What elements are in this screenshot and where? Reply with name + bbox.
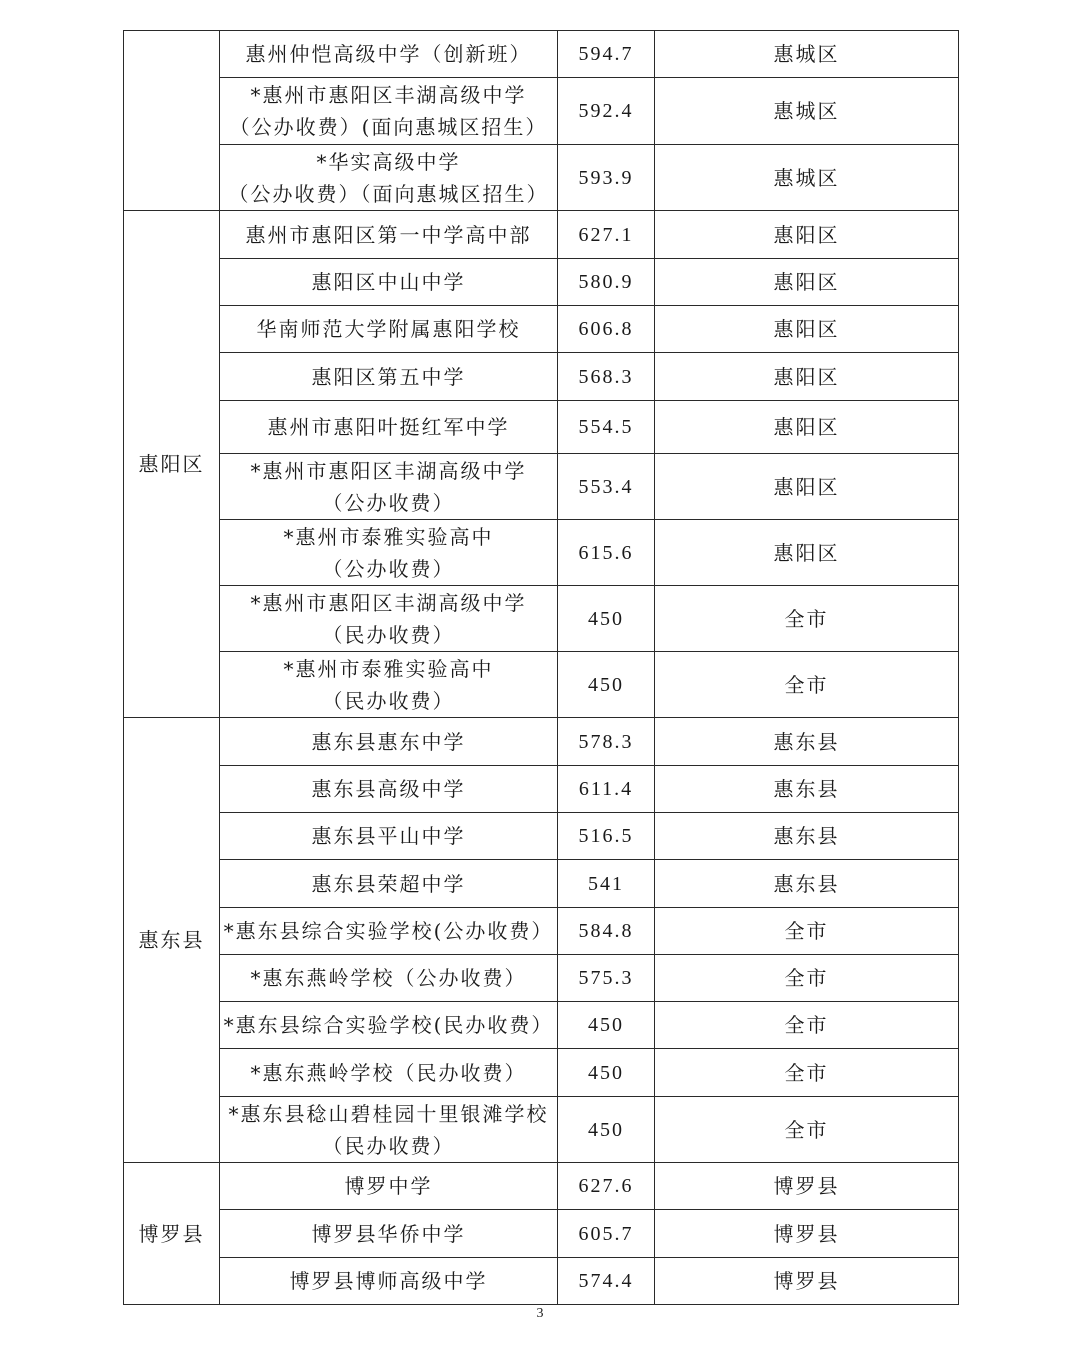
school-name-line: *惠东县综合实验学校(公办收费）	[223, 919, 554, 943]
school-cell	[220, 955, 558, 1002]
table-row	[124, 306, 959, 353]
score-cell: 450	[558, 652, 655, 718]
school-name-line: 惠州市惠阳区第一中学高中部	[245, 222, 532, 247]
enrollment-area-cell: 惠东县	[655, 860, 959, 908]
school-cell	[220, 454, 558, 520]
school-name-line: 惠州仲恺高级中学（创新班）	[245, 42, 532, 66]
enrollment-area-cell: 惠阳区	[655, 259, 959, 306]
score-cell: 554.5	[558, 401, 655, 454]
enrollment-area-cell: 全市	[655, 955, 959, 1002]
score-cell: 615.6	[558, 520, 655, 586]
table-row	[124, 78, 959, 145]
school-cell	[220, 78, 558, 145]
table-row	[124, 1097, 959, 1163]
enrollment-area-cell: 惠阳区	[655, 353, 959, 401]
enrollment-area-cell: 博罗县	[655, 1258, 959, 1305]
table-row	[124, 813, 959, 860]
table-row	[124, 401, 959, 454]
enrollment-area-cell: 惠城区	[655, 145, 959, 211]
school-name-line: 惠东县高级中学	[311, 777, 466, 801]
school-cell	[220, 1210, 558, 1258]
table-row	[124, 1210, 959, 1258]
score-cell: 611.4	[558, 766, 655, 813]
table-row	[124, 259, 959, 306]
school-cell	[220, 908, 558, 955]
enrollment-area-cell: 惠东县	[655, 766, 959, 813]
score-cell: 578.3	[558, 718, 655, 766]
enrollment-area-cell: 惠阳区	[655, 454, 959, 520]
enrollment-area-cell: 全市	[655, 1002, 959, 1049]
table-row	[124, 652, 959, 718]
school-cell	[220, 860, 558, 908]
table-row	[124, 718, 959, 766]
school-name-line: （民办收费）	[322, 622, 455, 647]
enrollment-area-cell: 惠阳区	[655, 520, 959, 586]
table-row	[124, 766, 959, 813]
score-cell: 594.7	[558, 31, 655, 78]
school-cell	[220, 813, 558, 860]
school-name-line: 博罗县博师高级中学	[289, 1269, 488, 1293]
school-cell	[220, 211, 558, 259]
score-cell: 580.9	[558, 259, 655, 306]
score-cell: 450	[558, 1097, 655, 1163]
table-row	[124, 1163, 959, 1210]
district-cell: 惠东县	[124, 718, 220, 1163]
school-name-line: 惠阳区第五中学	[311, 364, 466, 389]
table-row	[124, 211, 959, 259]
table-row	[124, 1258, 959, 1305]
school-name-line: *惠东县稔山碧桂园十里银滩学校	[228, 1101, 549, 1126]
table-row	[124, 955, 959, 1002]
school-cell	[220, 520, 558, 586]
district-cell	[124, 31, 220, 211]
school-name-line: （民办收费）	[322, 688, 455, 713]
table-row	[124, 908, 959, 955]
school-name-line: 博罗中学	[344, 1174, 433, 1198]
enrollment-area-cell: 全市	[655, 908, 959, 955]
school-name-line: 惠东县惠东中学	[311, 729, 466, 754]
enrollment-area-cell: 惠城区	[655, 31, 959, 78]
enrollment-area-cell: 惠阳区	[655, 211, 959, 259]
school-cell	[220, 353, 558, 401]
school-cell	[220, 401, 558, 454]
district-cell: 惠阳区	[124, 211, 220, 718]
school-name-line: 惠东县平山中学	[311, 824, 466, 848]
school-name-line: （公办收费）	[322, 490, 455, 515]
school-cell	[220, 718, 558, 766]
school-cell	[220, 31, 558, 78]
school-name-line: *惠州市惠阳区丰湖高级中学	[250, 83, 527, 107]
enrollment-area-cell: 全市	[655, 586, 959, 652]
admission-score-table	[123, 30, 959, 1305]
enrollment-area-cell: 惠城区	[655, 78, 959, 145]
enrollment-area-cell: 全市	[655, 652, 959, 718]
score-cell: 593.9	[558, 145, 655, 211]
table-row	[124, 353, 959, 401]
score-cell: 605.7	[558, 1210, 655, 1258]
enrollment-area-cell: 博罗县	[655, 1210, 959, 1258]
score-cell: 592.4	[558, 78, 655, 145]
school-cell	[220, 1258, 558, 1305]
school-name-line: *惠州市惠阳区丰湖高级中学	[250, 458, 527, 483]
enrollment-area-cell: 博罗县	[655, 1163, 959, 1210]
school-name-line: （民办收费）	[322, 1133, 455, 1158]
school-name-line: *惠东燕岭学校（民办收费）	[250, 1060, 527, 1085]
school-name-line: *惠东县综合实验学校(民办收费）	[223, 1013, 554, 1037]
school-cell	[220, 259, 558, 306]
score-cell: 450	[558, 1002, 655, 1049]
school-cell	[220, 1163, 558, 1210]
school-cell	[220, 306, 558, 353]
score-cell: 568.3	[558, 353, 655, 401]
school-name-line: 惠东县荣超中学	[311, 871, 466, 896]
table-row	[124, 520, 959, 586]
school-cell	[220, 1002, 558, 1049]
school-name-line: *惠州市惠阳区丰湖高级中学	[250, 590, 527, 615]
school-name-line: 华南师范大学附属惠阳学校	[256, 317, 521, 341]
score-cell: 450	[558, 1049, 655, 1097]
school-cell	[220, 652, 558, 718]
score-cell: 627.1	[558, 211, 655, 259]
school-name-line: *惠州市泰雅实验高中	[283, 656, 494, 681]
school-name-line: 惠阳区中山中学	[311, 270, 466, 294]
table-row	[124, 1049, 959, 1097]
score-cell: 627.6	[558, 1163, 655, 1210]
score-cell: 574.4	[558, 1258, 655, 1305]
school-cell	[220, 145, 558, 211]
school-name-line: *惠州市泰雅实验高中	[283, 524, 494, 549]
district-cell: 博罗县	[124, 1163, 220, 1305]
score-cell: 553.4	[558, 454, 655, 520]
school-name-line: *惠东燕岭学校（公办收费）	[250, 966, 527, 990]
school-cell	[220, 766, 558, 813]
school-cell	[220, 586, 558, 652]
school-cell	[220, 1097, 558, 1163]
enrollment-area-cell: 全市	[655, 1097, 959, 1163]
score-cell: 541	[558, 860, 655, 908]
school-cell	[220, 1049, 558, 1097]
score-cell: 450	[558, 586, 655, 652]
school-name-line: *华实高级中学	[316, 149, 461, 174]
school-name-line: （公办收费）（面向惠城区招生）	[228, 181, 549, 206]
table-row	[124, 31, 959, 78]
school-name-line: 博罗县华侨中学	[311, 1221, 466, 1246]
enrollment-area-cell: 全市	[655, 1049, 959, 1097]
score-cell: 584.8	[558, 908, 655, 955]
school-name-line: （公办收费）(面向惠城区招生）	[229, 115, 548, 139]
enrollment-area-cell: 惠阳区	[655, 401, 959, 454]
school-name-line: 惠州市惠阳叶挺红军中学	[267, 415, 510, 439]
table-row	[124, 860, 959, 908]
enrollment-area-cell: 惠东县	[655, 718, 959, 766]
enrollment-area-cell: 惠阳区	[655, 306, 959, 353]
score-cell: 575.3	[558, 955, 655, 1002]
table-row	[124, 586, 959, 652]
score-cell: 516.5	[558, 813, 655, 860]
enrollment-area-cell: 惠东县	[655, 813, 959, 860]
table-row	[124, 145, 959, 211]
school-name-line: （公办收费）	[322, 556, 455, 581]
page-number: 3	[536, 1306, 544, 1321]
table-row	[124, 454, 959, 520]
score-cell: 606.8	[558, 306, 655, 353]
table-row	[124, 1002, 959, 1049]
